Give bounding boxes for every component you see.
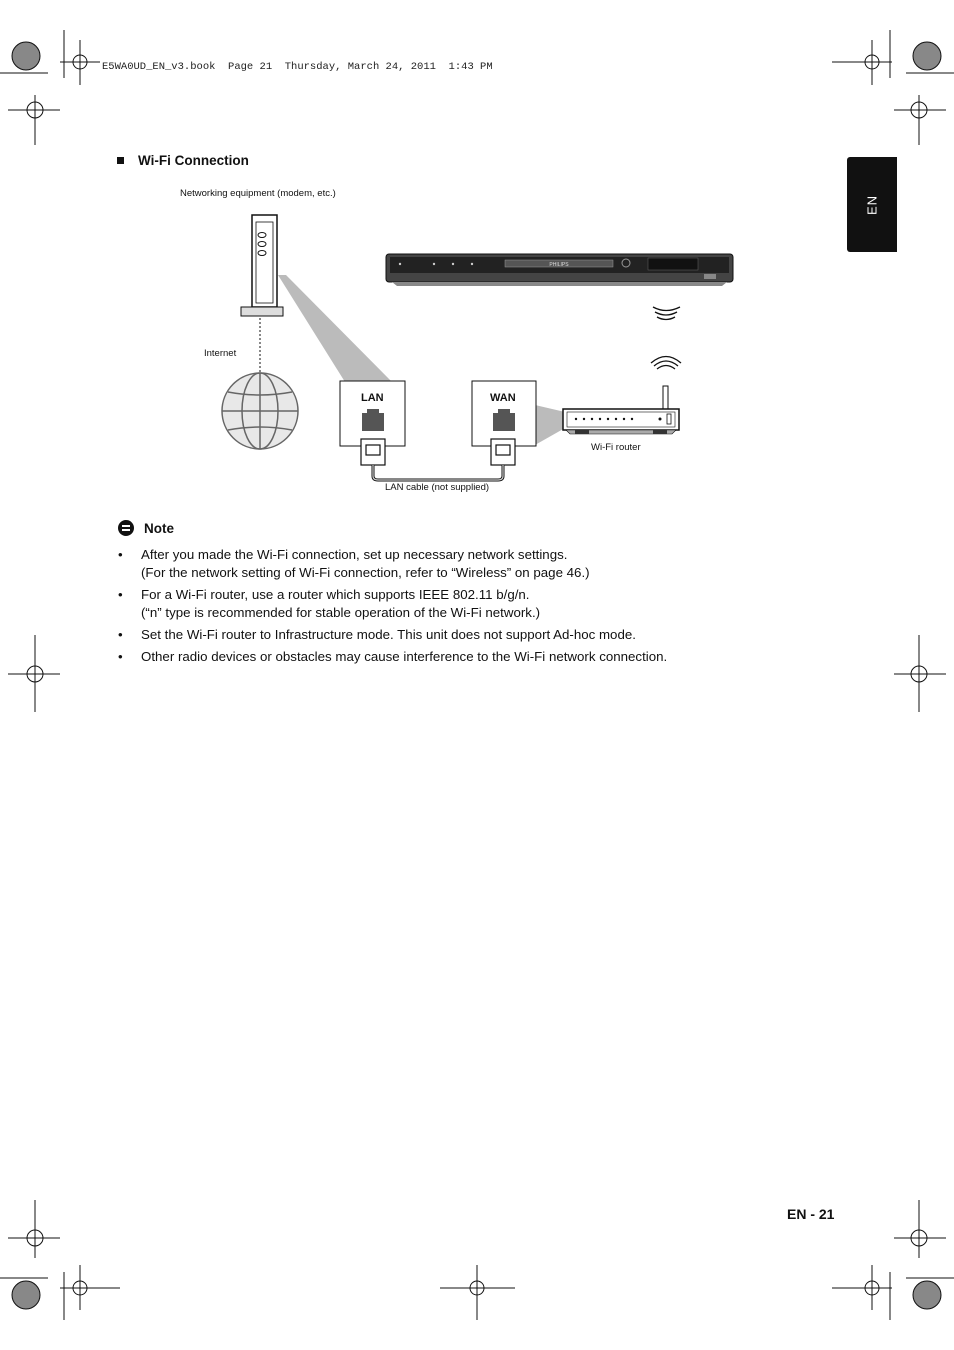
note-item	[118, 648, 838, 666]
wan-port-icon	[472, 381, 536, 446]
globe-icon	[222, 373, 298, 449]
lan-port-icon	[340, 381, 405, 446]
note-item-line: (“n” type is recommended for stable operation of the Wi-Fi network.)	[141, 605, 541, 620]
modem-zoom-beam	[278, 275, 392, 382]
note-heading	[118, 520, 174, 536]
player-brand-text: PHILIPS	[549, 262, 569, 268]
wifi-router-label: Wi-Fi router	[591, 442, 641, 453]
note-list	[118, 546, 838, 670]
note-item-line: (For the network setting of Wi-Fi connection, refer to “Wireless” on page 46.)	[141, 565, 590, 580]
section-title-text: Wi-Fi Connection	[138, 153, 249, 168]
note-item-line: Set the Wi-Fi router to Infrastructure mode. This unit does not support Ad-hoc mode.	[141, 627, 636, 642]
note-item-line: After you made the Wi-Fi connection, set up necessary network settings.	[141, 547, 568, 562]
lan-port-label: LAN	[361, 392, 384, 404]
internet-label: Internet	[204, 348, 237, 359]
note-item-line: For a Wi-Fi router, use a router which supports IEEE 802.11 b/g/n.	[141, 587, 530, 602]
file-header: E5WA0UD_EN_v3.book Page 21 Thursday, March 24, 2011 1:43 PM	[102, 61, 493, 73]
modem-icon	[241, 215, 283, 316]
note-item-line: Other radio devices or obstacles may cause interference to the Wi-Fi network connection.	[141, 649, 668, 664]
blu-ray-player-icon	[386, 254, 733, 286]
lan-cable-label: LAN cable (not supplied)	[385, 482, 490, 493]
networking-equipment-label: Networking equipment (modem, etc.)	[180, 188, 336, 199]
lan-cable-icon	[361, 439, 515, 480]
language-tab-label: EN	[864, 194, 880, 215]
note-icon	[118, 520, 134, 536]
router-zoom-beam	[535, 405, 565, 445]
note-item	[118, 546, 838, 582]
page-number: EN - 21	[787, 1206, 835, 1222]
diagram-graphics	[0, 0, 954, 520]
wifi-router-icon	[563, 386, 679, 434]
wifi-signal-router-icon	[651, 357, 681, 370]
note-item	[118, 626, 838, 644]
wifi-signal-player-icon	[653, 307, 680, 320]
note-item	[118, 586, 838, 622]
wan-port-label: WAN	[490, 392, 516, 404]
note-heading-text: Note	[144, 520, 174, 536]
